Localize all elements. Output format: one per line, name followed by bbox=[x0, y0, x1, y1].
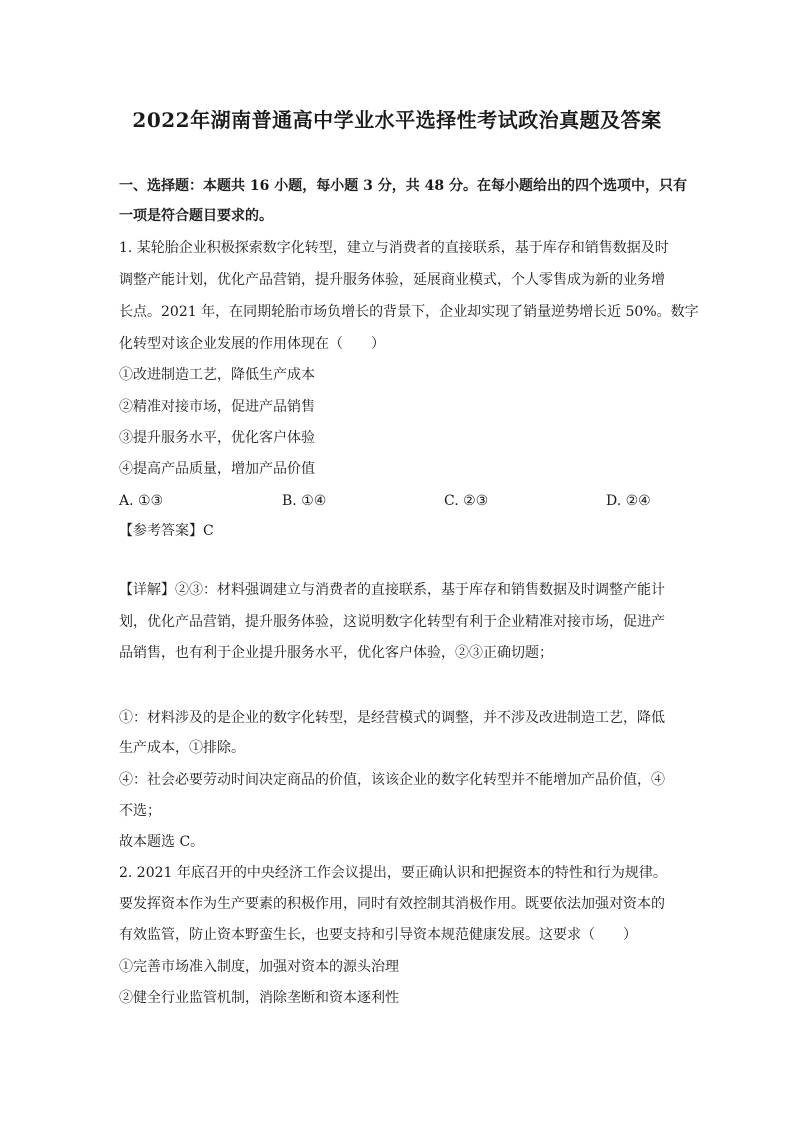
q1-item: ④提高产品质量，增加产品价值 bbox=[119, 461, 315, 477]
q1-item: ③提升服务水平，优化客户体验 bbox=[119, 430, 315, 446]
q1-option-b: B. ①④ bbox=[282, 493, 327, 509]
q1-stem-line: 调整产能计划，优化产品营销，提升服务体验，延展商业模式，个人零售成为新的业务增 bbox=[119, 272, 665, 288]
q2-stem-line: 有效监管，防止资本野蛮生长，也要支持和引导资本规范健康发展。这要求（ ） bbox=[119, 927, 637, 943]
q1-item: ②精准对接市场，促进产品销售 bbox=[119, 399, 315, 415]
q1-explanation-line: 品销售，也有利于企业提升服务水平，优化客户体验，②③正确切题； bbox=[119, 645, 553, 661]
q1-option-d: D. ②④ bbox=[606, 493, 651, 509]
q1-explanation-line: 生产成本，①排除。 bbox=[119, 740, 245, 756]
q2-item: ②健全行业监管机制，消除垄断和资本逐利性 bbox=[119, 990, 399, 1006]
section-header-line: 一、选择题：本题共 16 小题，每小题 3 分，共 48 分。在每小题给出的四个选项中，只有 bbox=[119, 178, 687, 194]
q1-explanation-line: 不选； bbox=[119, 803, 161, 819]
q2-stem-line: 要发挥资本作为生产要素的积极作用，同时有效控制其消极作用。既要依法加强对资本的 bbox=[119, 896, 665, 912]
section-header-line: 一项是符合题目要求的。 bbox=[119, 208, 273, 224]
q2-item: ①完善市场准入制度，加强对资本的源头治理 bbox=[119, 959, 399, 975]
q1-stem-line: 化转型对该企业发展的作用体现在（ ） bbox=[119, 336, 385, 352]
q2-stem-line: 2. 2021 年底召开的中央经济工作会议提出，要正确认识和把握资本的特性和行为规律。 bbox=[119, 865, 667, 881]
q1-conclusion: 故本题选 C。 bbox=[119, 834, 205, 850]
q1-option-a: A. ①③ bbox=[119, 493, 164, 509]
q1-explanation-line: ①：材料涉及的是企业的数字化转型，是经营模式的调整，并不涉及改进制造工艺，降低 bbox=[119, 710, 665, 726]
q1-item: ①改进制造工艺，降低生产成本 bbox=[119, 367, 315, 383]
q1-explanation-line: 【详解】②③：材料强调建立与消费者的直接联系，基于库存和销售数据及时调整产能计 bbox=[119, 582, 665, 598]
page-title: 2022年湖南普通高中学业水平选择性考试政治真题及答案 bbox=[132, 108, 662, 132]
q1-stem-line: 长点。2021 年，在同期轮胎市场负增长的背景下，企业却实现了销量逆势增长近 50%。数字 bbox=[119, 304, 699, 320]
q1-explanation-line: 划，优化产品营销，提升服务体验，这说明数字化转型有利于企业精准对接市场，促进产 bbox=[119, 614, 665, 630]
q1-answer: 【参考答案】C bbox=[119, 523, 214, 539]
q1-option-c: C. ②③ bbox=[444, 493, 489, 509]
q1-explanation-line: ④：社会必要劳动时间决定商品的价值，该该企业的数字化转型并不能增加产品价值，④ bbox=[119, 772, 665, 788]
q1-stem-line: 1. 某轮胎企业积极探索数字化转型，建立与消费者的直接联系，基于库存和销售数据及时 bbox=[119, 240, 669, 256]
